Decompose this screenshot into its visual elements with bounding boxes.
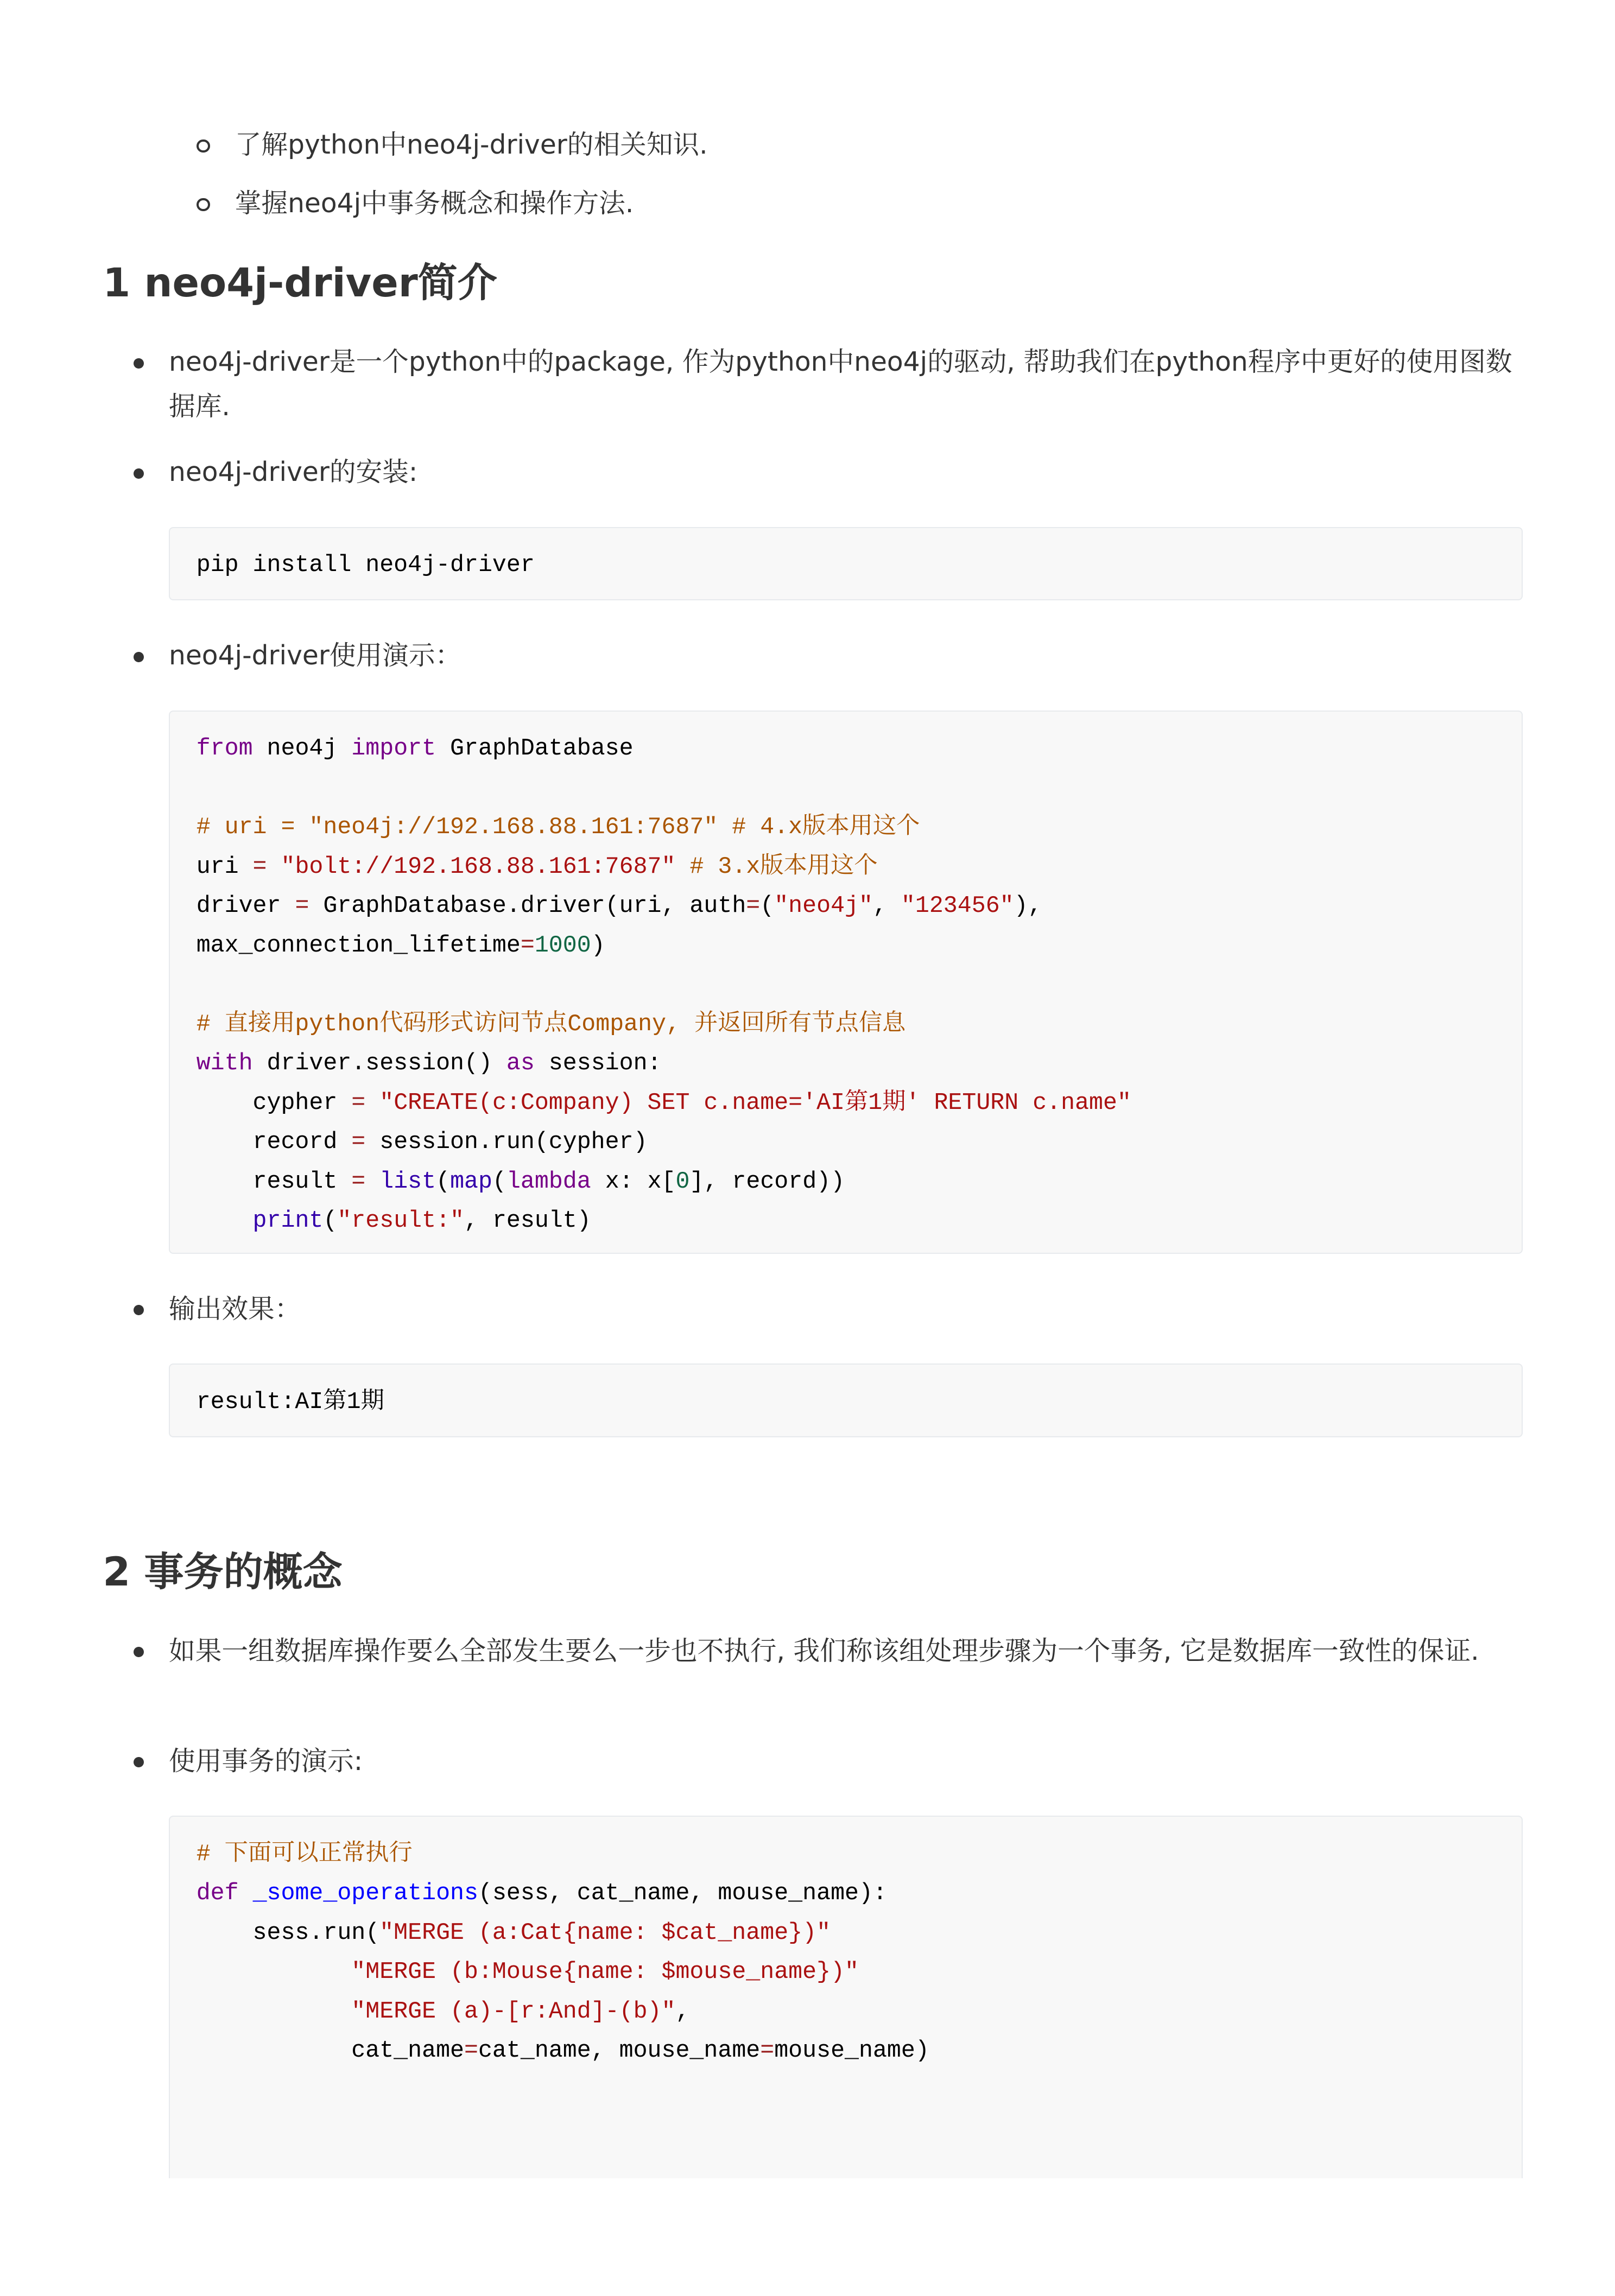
code-line bbox=[197, 1201, 1495, 1240]
code-block-install bbox=[169, 527, 1523, 600]
intro-item: 掌握neo4j中事务概念和操作方法. bbox=[235, 188, 634, 219]
code-token: "result:" bbox=[337, 1207, 465, 1234]
code-token: "neo4j" bbox=[774, 892, 873, 919]
code-line bbox=[197, 1952, 1495, 1991]
circle-bullet-icon bbox=[197, 198, 210, 211]
code-token: record bbox=[196, 1128, 352, 1156]
code-token: GraphDatabase bbox=[436, 735, 634, 762]
code-token: mouse_name) bbox=[774, 2037, 929, 2064]
code-token: = bbox=[351, 1168, 366, 1195]
code-token: lambda bbox=[506, 1168, 591, 1195]
code-line bbox=[197, 1162, 1495, 1201]
code-token: sess.run( bbox=[196, 1919, 380, 1946]
code-token: , bbox=[872, 892, 901, 919]
code-line bbox=[197, 1835, 1495, 1874]
bullet-icon bbox=[134, 1305, 144, 1315]
code-token: def bbox=[196, 1880, 239, 1907]
paragraph: 如果一组数据库操作要么全部发生要么一步也不执行, 我们称该组处理步骤为一个事务, 它是数据库一致性的保证. bbox=[169, 1635, 1479, 1666]
code-token: print bbox=[252, 1207, 324, 1234]
code-token bbox=[197, 1207, 253, 1234]
code-token: from bbox=[196, 735, 253, 762]
code-token bbox=[365, 1089, 379, 1116]
code-token: _some_operations bbox=[252, 1880, 478, 1907]
bullet-icon bbox=[134, 1647, 144, 1657]
code-token: = bbox=[760, 2037, 775, 2064]
code-token: import bbox=[351, 735, 436, 762]
code-line bbox=[197, 1874, 1495, 1913]
code-line bbox=[197, 1005, 1495, 1044]
code-token: 0 bbox=[675, 1168, 690, 1195]
code-token: 1000 bbox=[534, 931, 591, 959]
code-token: # 直接用python代码形式访问节点Company, 并返回所有节点信息 bbox=[196, 1010, 906, 1037]
bullet-icon bbox=[134, 1757, 144, 1767]
code-token: = bbox=[252, 853, 267, 880]
section-heading: 1 neo4j-driver简介 bbox=[103, 260, 497, 307]
code-token: = bbox=[295, 892, 309, 919]
code-token: ], record)) bbox=[689, 1168, 845, 1195]
circle-bullet-icon bbox=[197, 139, 210, 153]
code-token: result:AI第1期 bbox=[196, 1388, 384, 1415]
code-line bbox=[197, 2031, 1495, 2070]
code-token: "MERGE (a:Cat{name: $cat_name})" bbox=[379, 1919, 831, 1946]
code-token: "bolt://192.168.88.161:7687" bbox=[281, 853, 676, 880]
paragraph: 输出效果： bbox=[169, 1293, 301, 1324]
code-token: ), bbox=[1014, 892, 1042, 919]
code-line bbox=[197, 926, 1495, 965]
code-token: with bbox=[196, 1050, 253, 1077]
code-token: x: x[ bbox=[591, 1168, 676, 1195]
code-token: session.run(cypher) bbox=[365, 1128, 648, 1156]
code-line bbox=[197, 1044, 1495, 1083]
bullet-icon bbox=[134, 652, 144, 662]
code-token: result bbox=[196, 1168, 352, 1195]
code-token bbox=[239, 1880, 253, 1906]
code-block-transaction bbox=[169, 1816, 1523, 2183]
code-block-output bbox=[169, 1363, 1523, 1437]
code-token bbox=[197, 1958, 352, 1985]
code-token bbox=[365, 1168, 379, 1195]
code-token: cat_name, mouse_name bbox=[478, 2037, 761, 2064]
code-token: , bbox=[675, 1997, 690, 2025]
code-token: as bbox=[506, 1050, 535, 1077]
code-token: ( bbox=[760, 892, 775, 919]
code-line bbox=[197, 1083, 1495, 1122]
paragraph: neo4j-driver使用演示： bbox=[169, 640, 462, 671]
paragraph: neo4j-driver的安装: bbox=[169, 457, 418, 488]
code-token: "MERGE (b:Mouse{name: $mouse_name})" bbox=[351, 1958, 859, 1986]
code-token bbox=[197, 1998, 352, 2025]
code-token: = bbox=[520, 931, 535, 959]
code-token: "MERGE (a)-[r:And]-(b)" bbox=[351, 1997, 676, 2025]
paragraph: neo4j-driver是一个python中的package, 作为python中neo4j的驱动, 帮助我们在python程序中更好的使用图数据库. bbox=[169, 347, 1512, 422]
code-token: list bbox=[379, 1168, 436, 1195]
code-line bbox=[197, 808, 1495, 847]
code-token: (sess, cat_name, mouse_name): bbox=[478, 1880, 887, 1907]
bullet-icon bbox=[134, 468, 144, 479]
code-line bbox=[197, 729, 1495, 768]
code-line bbox=[197, 886, 1495, 925]
code-token: "CREATE(c:Company) SET c.name='AI第1期' RETURN c.name" bbox=[379, 1089, 1131, 1116]
code-token: , result) bbox=[464, 1207, 591, 1234]
code-block-demo bbox=[169, 711, 1523, 1254]
code-token: = bbox=[464, 2037, 478, 2064]
code-token: cypher bbox=[196, 1089, 352, 1116]
code-token: = bbox=[351, 1089, 366, 1116]
code-token: # uri = "neo4j://192.168.88.161:7687" # 4.x版本用这个 bbox=[196, 814, 920, 841]
code-token: max_connection_lifetime bbox=[196, 931, 521, 959]
code-token: cat_name bbox=[196, 2037, 464, 2064]
code-token: driver.session() bbox=[252, 1050, 506, 1077]
page-bottom-margin bbox=[0, 2178, 1615, 2295]
code-token: = bbox=[351, 1128, 366, 1156]
code-token: ( bbox=[492, 1168, 506, 1195]
code-token: ) bbox=[591, 931, 605, 959]
code-token: GraphDatabase.driver(uri, auth bbox=[309, 892, 746, 919]
code-line bbox=[197, 1382, 1495, 1422]
code-token: = bbox=[746, 892, 761, 919]
code-token: uri bbox=[196, 853, 253, 880]
code-token: pip install neo4j-driver bbox=[196, 551, 535, 579]
code-line bbox=[197, 847, 1495, 886]
code-token: ( bbox=[323, 1207, 338, 1234]
code-line bbox=[197, 1913, 1495, 1952]
code-line bbox=[197, 965, 1495, 1004]
bullet-icon bbox=[134, 358, 144, 369]
code-token: # 下面可以正常执行 bbox=[196, 1840, 413, 1867]
section-heading: 2 事务的概念 bbox=[103, 1549, 343, 1595]
code-token: driver bbox=[196, 892, 295, 919]
paragraph: 使用事务的演示: bbox=[169, 1746, 363, 1777]
intro-item: 了解python中neo4j-driver的相关知识. bbox=[235, 130, 708, 161]
code-token: ( bbox=[436, 1168, 451, 1195]
code-token: # 3.x版本用这个 bbox=[689, 853, 878, 880]
code-line bbox=[197, 546, 1495, 585]
code-token: map bbox=[450, 1168, 492, 1195]
code-token bbox=[267, 853, 281, 880]
code-token: "123456" bbox=[901, 892, 1014, 919]
code-token: session: bbox=[534, 1050, 662, 1077]
code-token: neo4j bbox=[252, 735, 352, 762]
code-line bbox=[197, 1122, 1495, 1162]
code-line bbox=[197, 1992, 1495, 2031]
code-line bbox=[197, 769, 1495, 808]
code-token bbox=[675, 853, 689, 880]
